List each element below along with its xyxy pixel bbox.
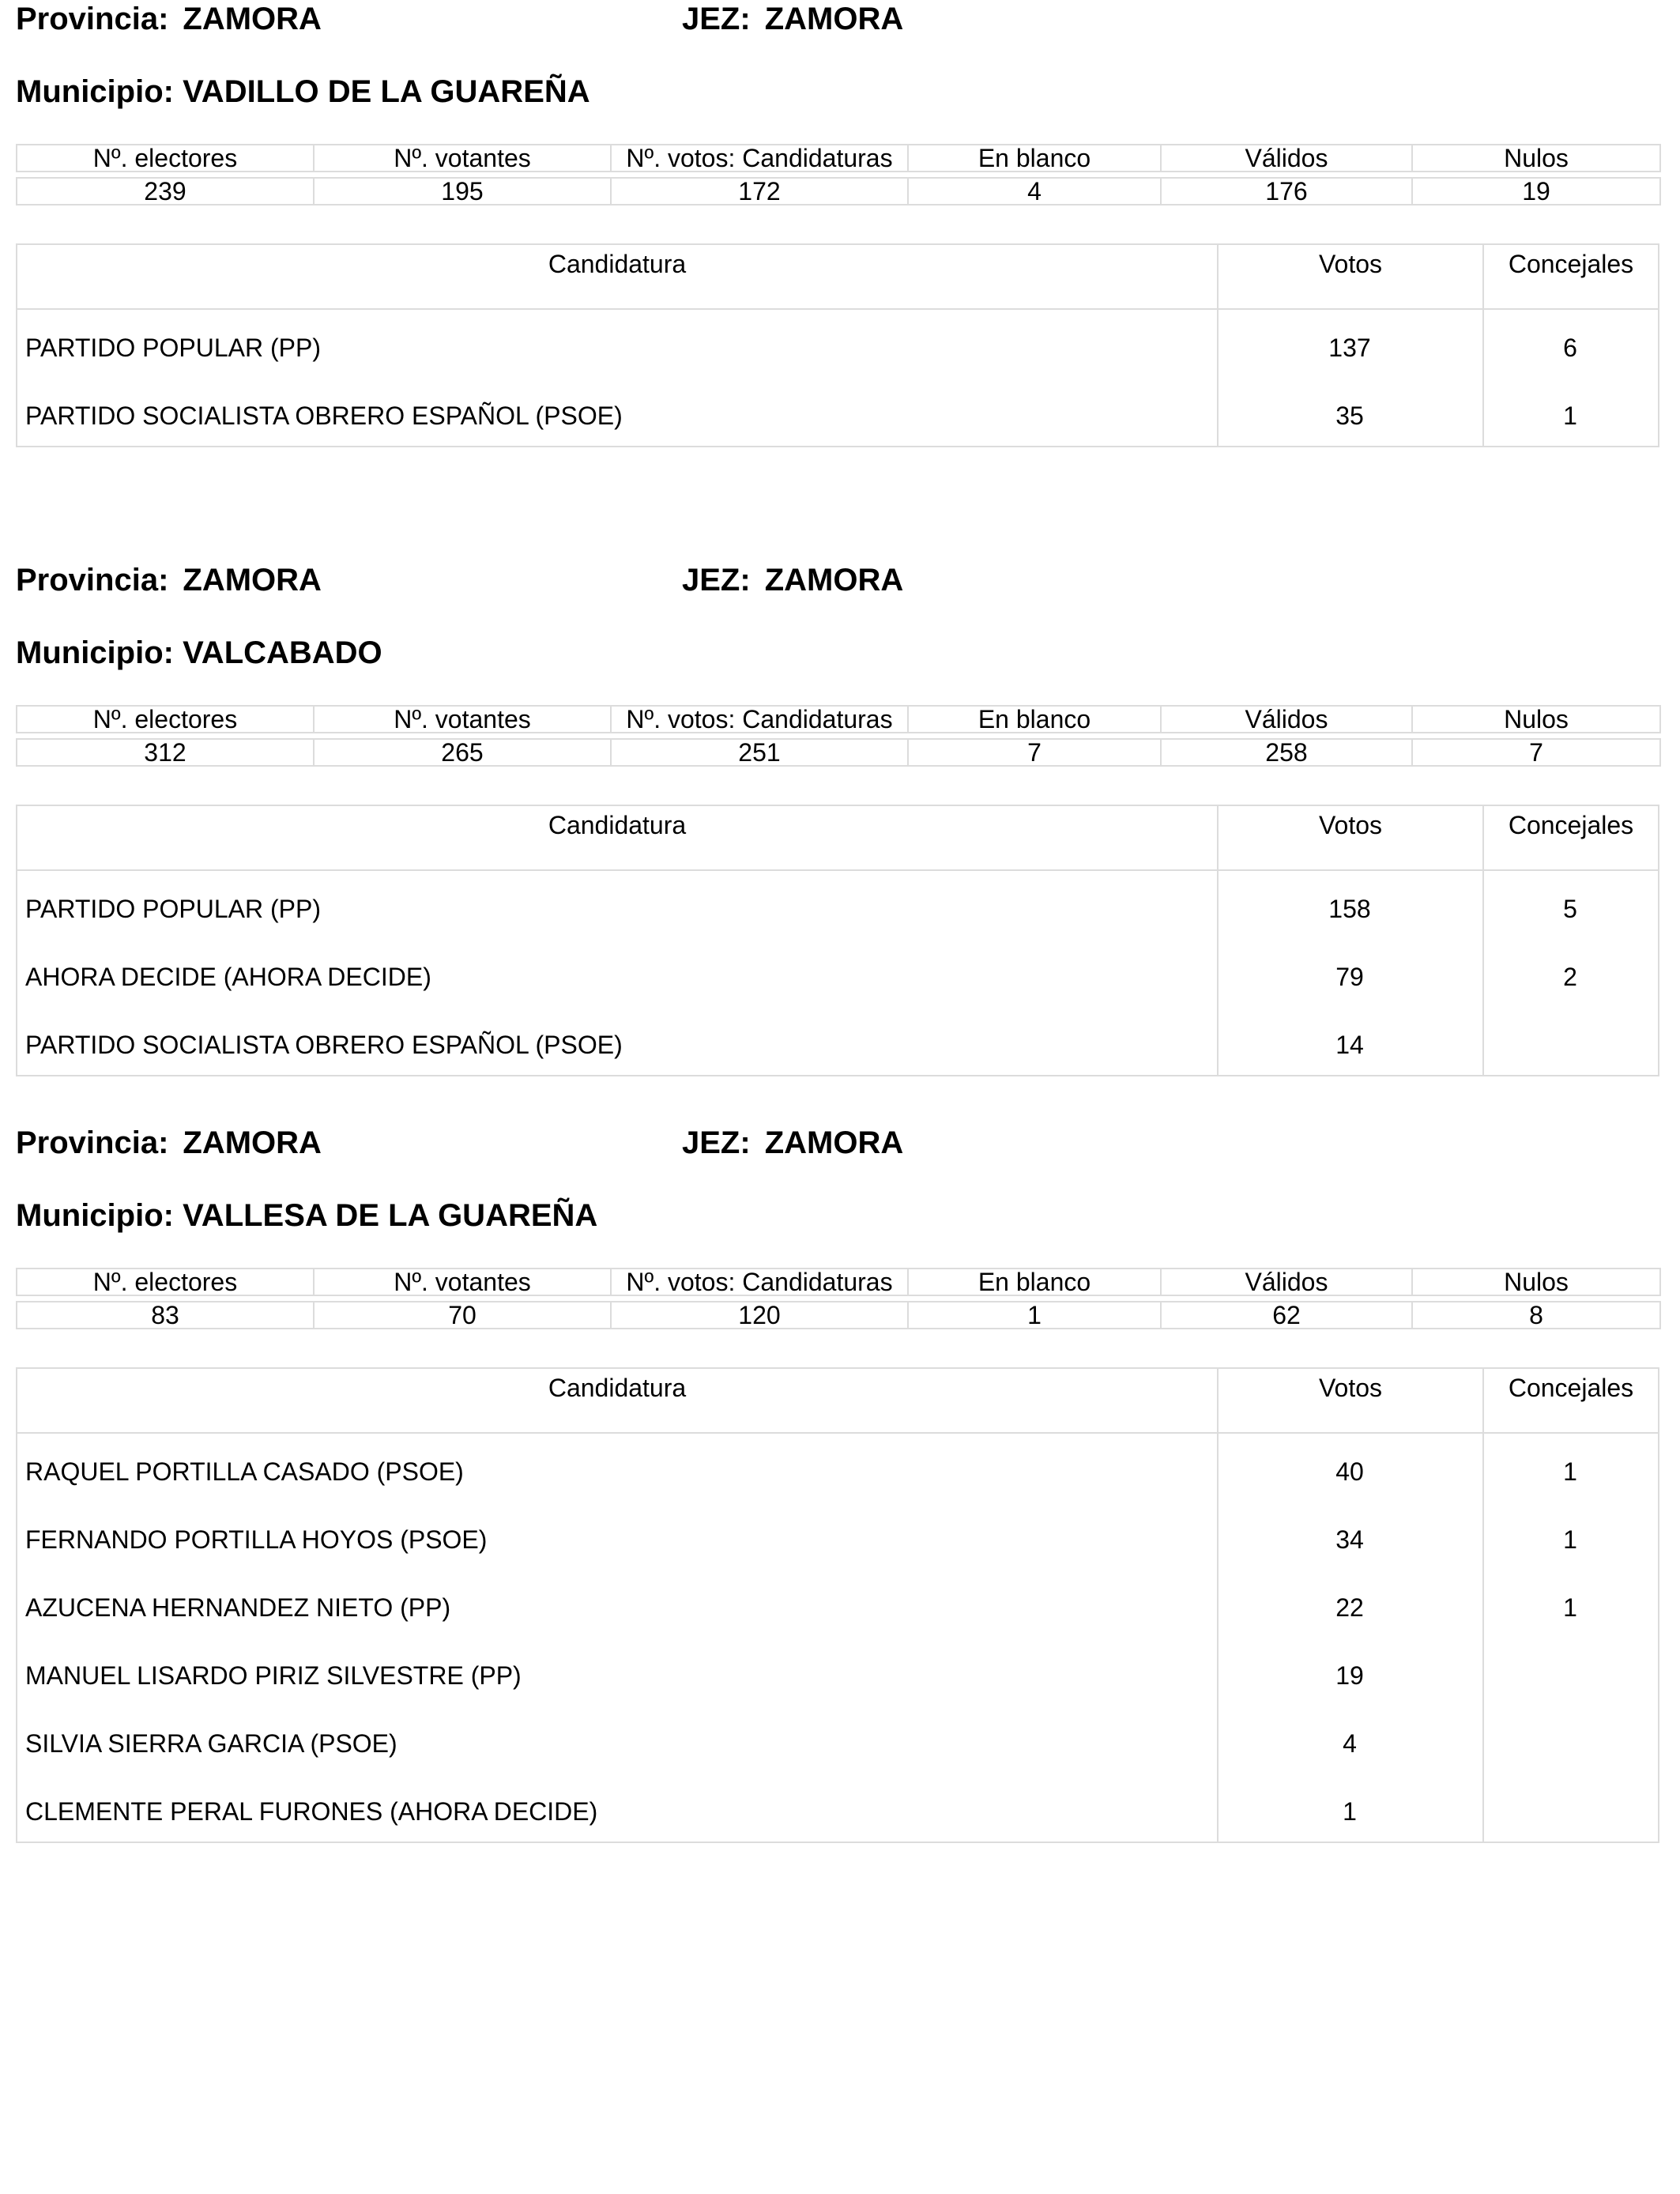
candidatura-votos: 158 xyxy=(1328,895,1371,923)
candidaturas-rows xyxy=(17,310,1658,446)
candidatura-name: MANUEL LISARDO PIRIZ SILVESTRE (PP) xyxy=(25,1661,522,1690)
summary-value-row xyxy=(17,739,1660,766)
stat-header: Válidos xyxy=(1161,1269,1412,1295)
candidatura-votos: 40 xyxy=(1335,1457,1364,1486)
table-row xyxy=(17,1774,1658,1842)
header-votos: Votos xyxy=(1318,811,1383,839)
header-concejales: Concejales xyxy=(1508,250,1634,278)
municipio-value: VADILLO DE LA GUAREÑA xyxy=(183,74,590,109)
table-row xyxy=(17,1638,1658,1706)
stat-header: Nulos xyxy=(1412,706,1660,733)
provincia-value: ZAMORA xyxy=(183,2,322,36)
jez-value: ZAMORA xyxy=(764,563,904,598)
header-votos: Votos xyxy=(1318,1374,1383,1402)
header-concejales: Concejales xyxy=(1508,1374,1634,1402)
col-candidatura xyxy=(17,806,1217,869)
candidatura-votos: 1 xyxy=(1343,1797,1357,1826)
candidatura-concejales: 2 xyxy=(1563,963,1577,991)
candidatura-votos: 79 xyxy=(1335,963,1364,991)
stat-value: 265 xyxy=(314,739,611,766)
provincia-heading xyxy=(16,1124,322,1162)
provincia-value: ZAMORA xyxy=(183,563,322,598)
stat-value: 62 xyxy=(1161,1302,1412,1329)
candidatura-concejales: 5 xyxy=(1563,895,1577,923)
col-votos xyxy=(1217,806,1482,869)
stat-value: 7 xyxy=(908,739,1161,766)
candidatura-name: CLEMENTE PERAL FURONES (AHORA DECIDE) xyxy=(25,1797,598,1826)
candidaturas-header xyxy=(17,806,1658,871)
candidatura-name: PARTIDO POPULAR (PP) xyxy=(25,895,321,923)
summary-table xyxy=(16,705,1661,767)
stat-header: Nº. votantes xyxy=(314,1269,611,1295)
jez-label: JEZ: xyxy=(682,2,751,36)
jez-heading xyxy=(682,0,903,38)
table-row xyxy=(17,1502,1658,1570)
stat-value: 176 xyxy=(1161,178,1412,205)
table-row xyxy=(17,1570,1658,1638)
candidaturas-table xyxy=(16,243,1659,447)
stat-value: 70 xyxy=(314,1302,611,1329)
provincia-label: Provincia: xyxy=(16,2,169,36)
municipio-heading xyxy=(16,1197,597,1235)
candidaturas-header xyxy=(17,1369,1658,1434)
jez-heading xyxy=(682,1124,903,1162)
municipio-label: Municipio: xyxy=(16,74,174,109)
candidaturas-body xyxy=(17,871,1658,1075)
table-row xyxy=(17,871,1658,939)
stat-header: Nº. votantes xyxy=(314,145,611,172)
candidatura-votos: 14 xyxy=(1335,1031,1364,1059)
candidatura-concejales: 1 xyxy=(1563,1525,1577,1554)
stat-value: 8 xyxy=(1412,1302,1660,1329)
municipio-heading xyxy=(16,634,382,672)
stat-value: 312 xyxy=(17,739,314,766)
stat-header: Nº. votos: Candidaturas xyxy=(611,145,908,172)
candidatura-name: AHORA DECIDE (AHORA DECIDE) xyxy=(25,963,431,991)
stat-header: Nº. votantes xyxy=(314,706,611,733)
candidatura-votos: 137 xyxy=(1328,334,1371,362)
stat-header: Válidos xyxy=(1161,706,1412,733)
stat-value: 7 xyxy=(1412,739,1660,766)
summary-table xyxy=(16,1268,1661,1329)
jez-label: JEZ: xyxy=(682,1125,751,1160)
stat-value: 172 xyxy=(611,178,908,205)
stat-value: 4 xyxy=(908,178,1161,205)
header-votos: Votos xyxy=(1318,250,1383,278)
col-candidatura xyxy=(17,1369,1217,1432)
jez-value: ZAMORA xyxy=(764,1125,904,1160)
stat-value: 251 xyxy=(611,739,908,766)
header-concejales: Concejales xyxy=(1508,811,1634,839)
stat-value: 239 xyxy=(17,178,314,205)
col-concejales xyxy=(1482,1369,1658,1432)
stat-header: Nulos xyxy=(1412,145,1660,172)
table-row xyxy=(17,1706,1658,1774)
jez-value: ZAMORA xyxy=(764,2,904,36)
col-concejales xyxy=(1482,245,1658,308)
candidaturas-body xyxy=(17,1434,1658,1842)
summary-gap-cell xyxy=(17,1295,1660,1302)
stat-value: 258 xyxy=(1161,739,1412,766)
candidatura-name: PARTIDO SOCIALISTA OBRERO ESPAÑOL (PSOE) xyxy=(25,1031,623,1059)
jez-label: JEZ: xyxy=(682,563,751,598)
candidaturas-header xyxy=(17,245,1658,310)
summary-value-row xyxy=(17,178,1660,205)
candidatura-concejales: 1 xyxy=(1563,401,1577,430)
stat-value: 195 xyxy=(314,178,611,205)
stat-value: 83 xyxy=(17,1302,314,1329)
summary-gap xyxy=(17,172,1660,178)
stat-header: Válidos xyxy=(1161,145,1412,172)
summary-gap-cell xyxy=(17,733,1660,739)
stat-header: Nº. votos: Candidaturas xyxy=(611,1269,908,1295)
summary-header-row xyxy=(17,145,1660,172)
candidatura-votos: 4 xyxy=(1343,1729,1357,1758)
candidatura-name: FERNANDO PORTILLA HOYOS (PSOE) xyxy=(25,1525,488,1554)
table-row xyxy=(17,939,1658,1007)
candidatura-name: RAQUEL PORTILLA CASADO (PSOE) xyxy=(25,1457,464,1486)
stat-header: Nº. votos: Candidaturas xyxy=(611,706,908,733)
candidatura-name: PARTIDO POPULAR (PP) xyxy=(25,334,321,362)
summary-value-row xyxy=(17,1302,1660,1329)
stat-value: 1 xyxy=(908,1302,1161,1329)
municipio-value: VALCABADO xyxy=(183,635,382,670)
municipio-label: Municipio: xyxy=(16,635,174,670)
municipio-label: Municipio: xyxy=(16,1198,174,1233)
summary-header-row xyxy=(17,1269,1660,1295)
candidatura-votos: 19 xyxy=(1335,1661,1364,1690)
table-row xyxy=(17,378,1658,446)
municipio-value: VALLESA DE LA GUAREÑA xyxy=(183,1198,598,1233)
provincia-heading xyxy=(16,561,322,599)
candidaturas-table xyxy=(16,1367,1659,1843)
summary-gap-cell xyxy=(17,172,1660,178)
provincia-heading xyxy=(16,0,322,38)
stat-header: Nº. electores xyxy=(17,1269,314,1295)
col-concejales xyxy=(1482,806,1658,869)
candidatura-name: AZUCENA HERNANDEZ NIETO (PP) xyxy=(25,1593,451,1622)
candidatura-concejales: 6 xyxy=(1563,334,1577,362)
summary-gap xyxy=(17,733,1660,739)
candidaturas-table xyxy=(16,805,1659,1076)
provincia-label: Provincia: xyxy=(16,563,169,598)
stat-header: Nº. electores xyxy=(17,145,314,172)
summary-header-row xyxy=(17,706,1660,733)
stat-header: Nº. electores xyxy=(17,706,314,733)
summary-gap xyxy=(17,1295,1660,1302)
stat-header: En blanco xyxy=(908,706,1161,733)
jez-heading xyxy=(682,561,903,599)
summary-table xyxy=(16,144,1661,205)
candidatura-name: PARTIDO SOCIALISTA OBRERO ESPAÑOL (PSOE) xyxy=(25,401,623,430)
candidaturas-rows xyxy=(17,871,1658,1075)
header-candidatura: Candidatura xyxy=(548,811,687,839)
header-candidatura: Candidatura xyxy=(548,250,687,278)
candidatura-concejales: 1 xyxy=(1563,1593,1577,1622)
table-row xyxy=(17,1434,1658,1502)
col-votos xyxy=(1217,245,1482,308)
candidatura-name: SILVIA SIERRA GARCIA (PSOE) xyxy=(25,1729,397,1758)
stat-header: Nulos xyxy=(1412,1269,1660,1295)
header-candidatura: Candidatura xyxy=(548,1374,687,1402)
provincia-value: ZAMORA xyxy=(183,1125,322,1160)
candidaturas-rows xyxy=(17,1434,1658,1842)
table-row xyxy=(17,310,1658,378)
candidaturas-body xyxy=(17,310,1658,446)
stat-value: 120 xyxy=(611,1302,908,1329)
candidatura-concejales: 1 xyxy=(1563,1457,1577,1486)
candidatura-votos: 34 xyxy=(1335,1525,1364,1554)
candidatura-votos: 22 xyxy=(1335,1593,1364,1622)
candidatura-votos: 35 xyxy=(1335,401,1364,430)
provincia-label: Provincia: xyxy=(16,1125,169,1160)
stat-value: 19 xyxy=(1412,178,1660,205)
col-candidatura xyxy=(17,245,1217,308)
stat-header: En blanco xyxy=(908,145,1161,172)
municipio-heading xyxy=(16,73,590,111)
table-row xyxy=(17,1007,1658,1075)
stat-header: En blanco xyxy=(908,1269,1161,1295)
col-votos xyxy=(1217,1369,1482,1432)
